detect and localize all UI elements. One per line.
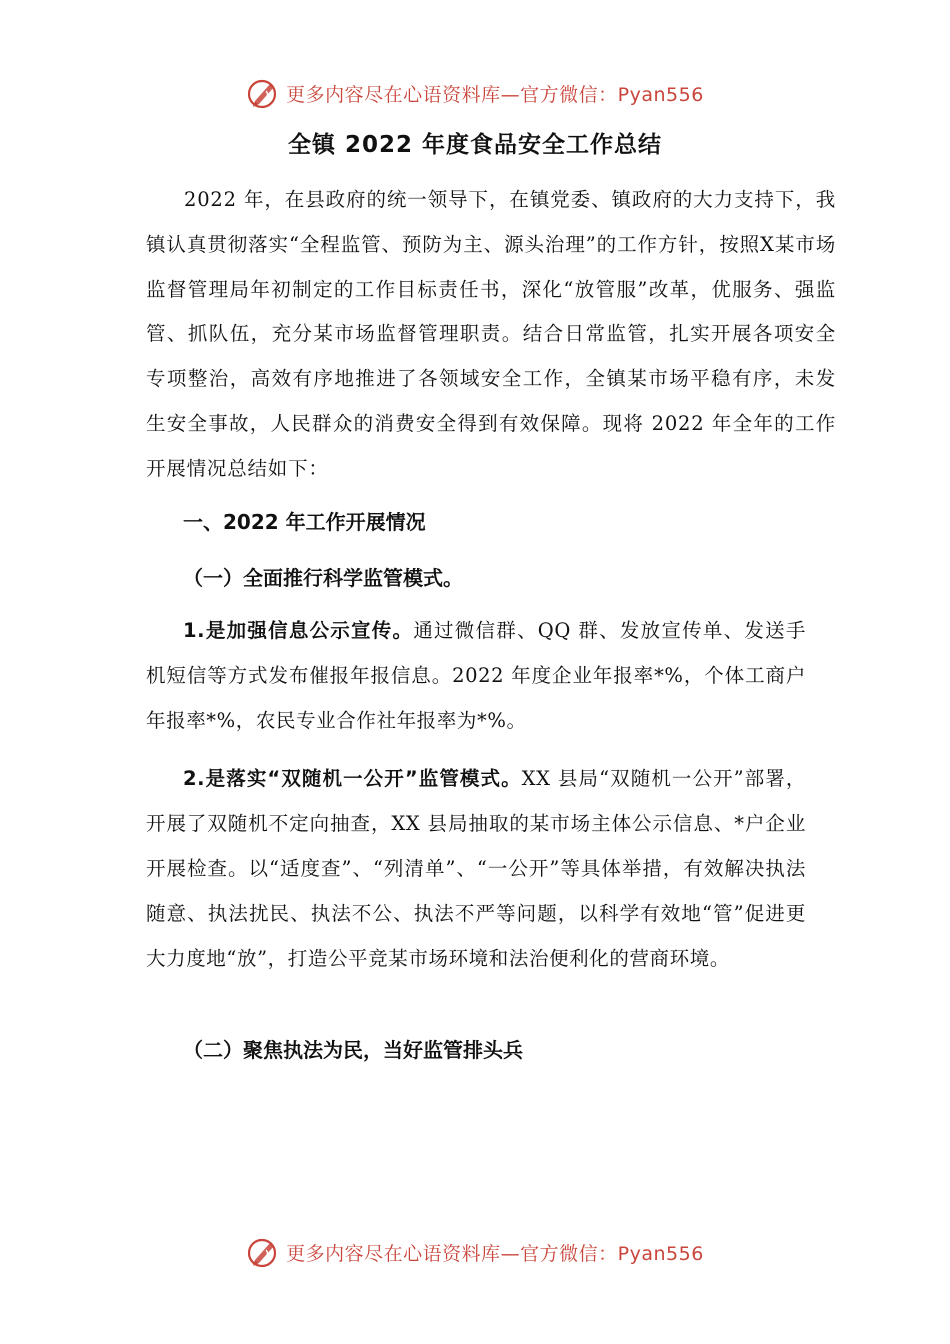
intro-paragraph: 2022 年，在县政府的统一领导下，在镇党委、镇政府的大力支持下，我镇认真贯彻落实“全程监管、预防为主、源头治理”的工作方针，按照X某市场监督管理局年初制定的工作目标责任书，深化“放管服”改革，优服务、强监管、抓队伍，充分某市场监督管理职责。结合日常监管，扎实开展各项安全专项整治，高效有序地推进了各领域安全工作，全镇某市场平稳有序，未发生安全事故，人民群众的消费安全得到有效保障。现将 2022 年全年的工作开展情况总结如下： xyxy=(146,188,836,480)
subsection-heading-2: （二）聚焦执法为民，当好监管排头兵 xyxy=(183,1038,523,1062)
watermark-banner-bottom xyxy=(0,1232,950,1272)
section-heading-1: 一、2022 年工作开展情况 xyxy=(183,510,426,534)
item-1-body: 通过微信群、QQ 群、发放宣传单、发送手机短信等方式发布催报年报信息。2022 年度企业年报率*%，个体工商户年报率*%，农民专业合作社年报率为*%。 xyxy=(146,619,806,732)
pen-logo-icon xyxy=(246,1235,280,1269)
subsection-heading-1: （一）全面推行科学监管模式。 xyxy=(183,566,463,590)
watermark-banner-top xyxy=(0,73,950,113)
item-2-body: XX 县局“双随机一公开”部署，开展了双随机不定向抽查，XX 县局抽取的某市场主体公示信息、*户企业开展检查。以“适度查”、“列清单”、“一公开”等具体举措，有效解决执法随意、执法扰民、执法不公、执法不严等问题，以科学有效地“管”促进更大力度地“放”，打造公平竞某市场环境和法治便利化的营商环境。 xyxy=(146,767,806,970)
item-1-lead: 1.是加强信息公示宣传。 xyxy=(183,619,414,642)
item-2-lead: 2.是落实“双随机一公开”监管模式。 xyxy=(183,767,522,790)
pen-logo-icon xyxy=(246,76,280,110)
banner-text: 更多内容尽在心语资料库—官方微信：Pyan556 xyxy=(286,1242,704,1265)
list-item-1 xyxy=(146,608,806,743)
document-title: 全镇 2022 年度食品安全工作总结 xyxy=(287,132,663,158)
list-item-2 xyxy=(146,756,806,981)
banner-text: 更多内容尽在心语资料库—官方微信：Pyan556 xyxy=(286,83,704,106)
